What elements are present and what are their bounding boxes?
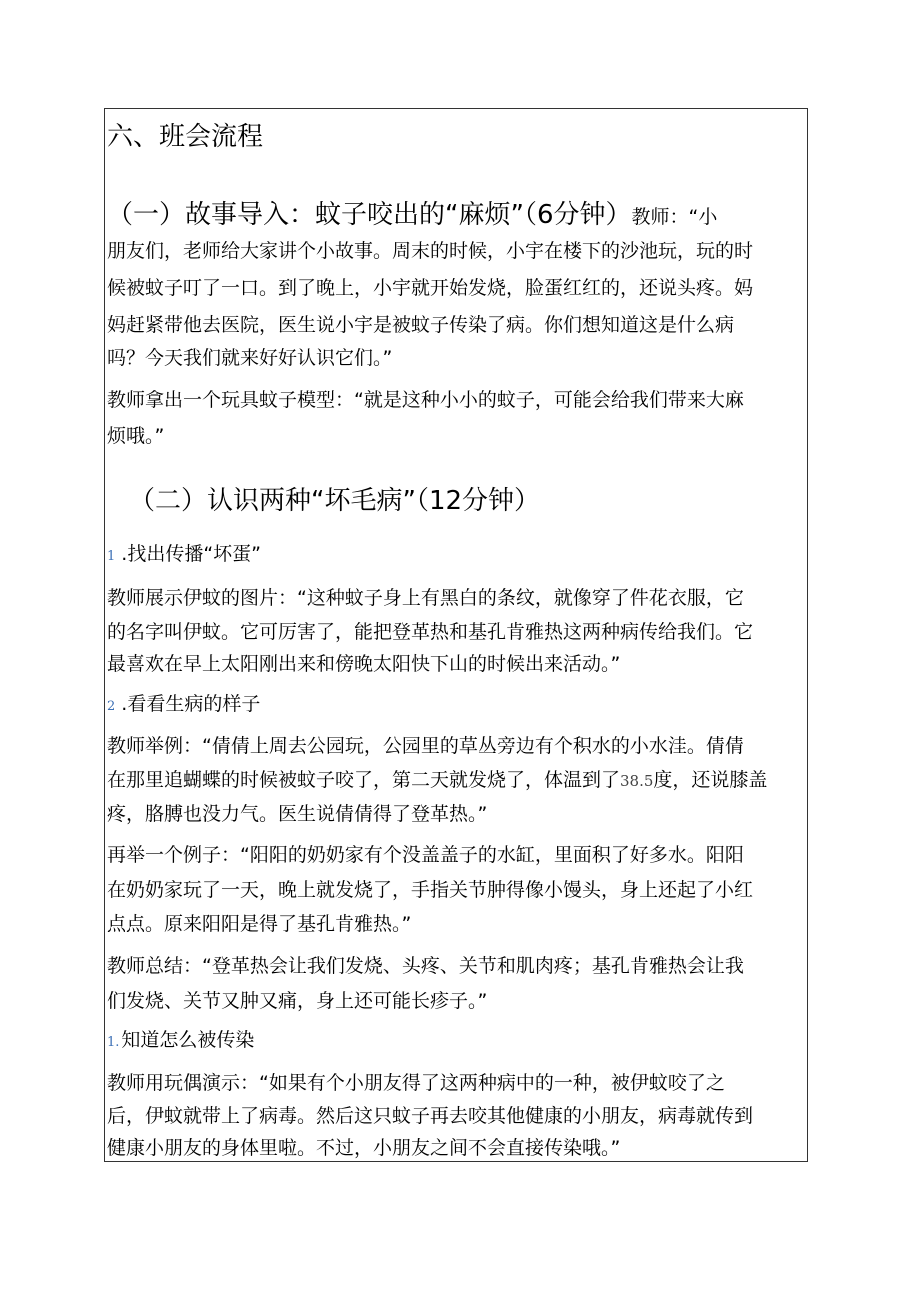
item1-line-2: 的名字叫伊蚊。它可厉害了，能把登革热和基孔肯雅热这两种病传给我们。它 — [107, 621, 754, 643]
part1-p2-line-1: 教师拿出一个玩具蚊子模型：“就是这种小小的蚊子，可能会给我们带来大麻 — [107, 389, 744, 411]
item2-line-1: 教师举例：“倩倩上周去公园玩，公园里的草丛旁边有个积水的小水洼。倩倩 — [107, 735, 744, 757]
item3-line-1: 教师用玩偶演示：“如果有个小朋友得了这两种病中的一种，被伊蚊咬了之 — [107, 1072, 725, 1094]
part1-line-4: 吗？今天我们就来好好认识它们。” — [107, 347, 393, 369]
part1-heading-tail: 教师：“小 — [631, 206, 718, 228]
part1-line-3: 妈赶紧带他去医院，医生说小宇是被蚊子传染了病。你们想知道这是什么病 — [107, 314, 735, 336]
content-frame — [104, 108, 808, 1162]
item2-number: 2 — [107, 699, 116, 714]
item2-example2-line-3: 点点。原来阳阳是得了基孔肯雅热。” — [107, 913, 412, 935]
part1-heading — [107, 199, 717, 233]
item1-line-1: 教师展示伊蚊的图片：“这种蚊子身上有黑白的条纹，就像穿了件花衣服，它 — [107, 587, 744, 609]
item1-number: 1 — [107, 549, 116, 564]
item2-title-row — [107, 692, 260, 719]
item2-summary-line-2: 们发烧、关节又肿又痛，身上还可能长疹子。” — [107, 990, 488, 1012]
item3-title: 知道怎么被传染 — [121, 1029, 255, 1051]
item2-line-2-start: 在那里追蝴蝶的时候被蚊子咬了，第二天就发烧了，体温到了 — [107, 769, 621, 791]
part1-p2-line-2: 烦哦。” — [107, 425, 165, 447]
item3-title-row — [107, 1028, 254, 1055]
item1-line-3: 最喜欢在早上太阳刚出来和傍晚太阳快下山的时候出来活动。” — [107, 653, 621, 675]
part1-line-1: 朋友们，老师给大家讲个小故事。周末的时候，小宇在楼下的沙池玩，玩的时 — [107, 240, 754, 262]
part1-heading-text: （一）故事导入：蚊子咬出的“麻烦”（6分钟） — [107, 200, 632, 230]
part1-line-2: 候被蚊子叮了一口。到了晚上，小宇就开始发烧，脸蛋红红的，还说头疼。妈 — [107, 277, 754, 299]
item1-title-row — [107, 542, 261, 569]
item2-example2-line-1: 再举一个例子：“阳阳的奶奶家有个没盖盖子的水缸，里面积了好多水。阳阳 — [107, 844, 744, 866]
item3-line-3: 健康小朋友的身体里啦。不过，小朋友之间不会直接传染哦。” — [107, 1137, 621, 1159]
item2-line-2-end: 度，还说膝盖 — [653, 769, 768, 791]
item2-summary-line-1: 教师总结：“登革热会让我们发烧、头疼、关节和肌肉疼；基孔肯雅热会让我 — [107, 955, 744, 977]
item3-number: 1. — [107, 1035, 120, 1050]
item2-title: .看看生病的样子 — [121, 693, 261, 715]
item2-line-2 — [107, 768, 767, 793]
item2-line-3: 疼，胳膊也没力气。医生说倩倩得了登革热。” — [107, 803, 488, 825]
part2-heading: （二）认识两种“坏毛病”（12分钟） — [129, 486, 541, 516]
temperature-value: 38.5 — [620, 772, 654, 790]
item2-example2-line-2: 在奶奶家玩了一天，晚上就发烧了，手指关节肿得像小馒头，身上还起了小红 — [107, 879, 754, 901]
section-title: 六、班会流程 — [107, 122, 264, 152]
item1-title: .找出传播“坏蛋” — [121, 543, 262, 565]
item3-line-2: 后，伊蚊就带上了病毒。然后这只蚊子再去咬其他健康的小朋友，病毒就传到 — [107, 1105, 754, 1127]
